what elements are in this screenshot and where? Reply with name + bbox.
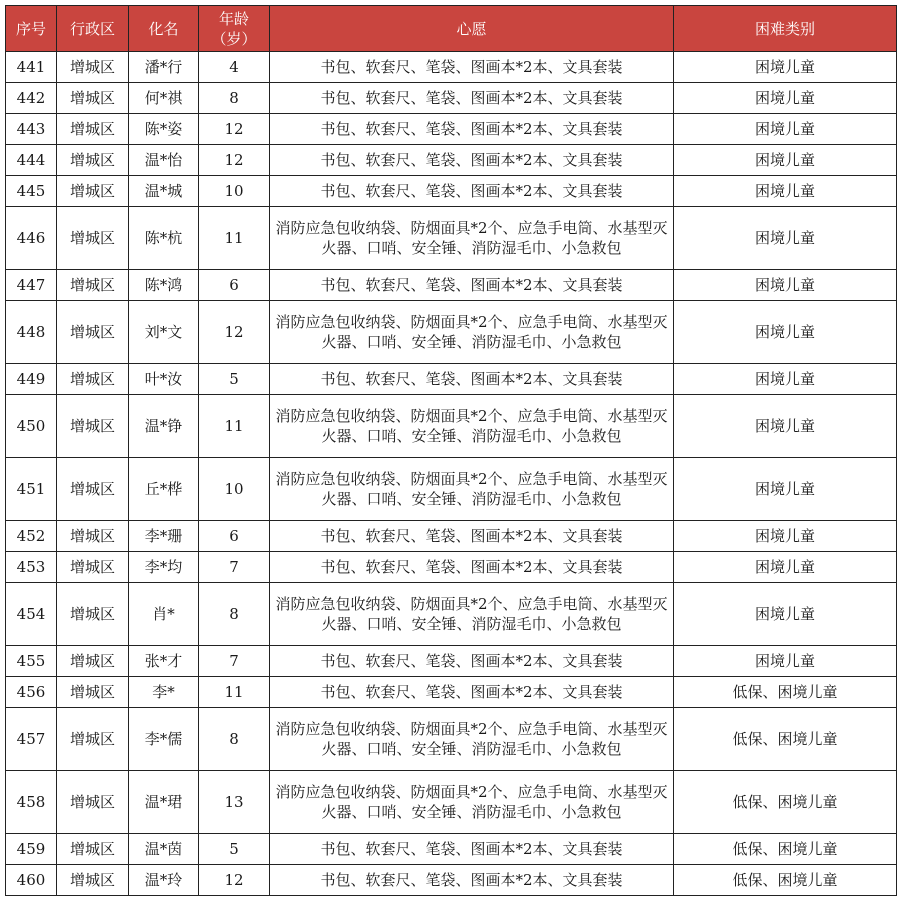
cell-wish: 书包、软套尺、笔袋、图画本*2本、文具套装 (270, 646, 674, 677)
table-row (6, 145, 897, 176)
cell-category: 困境儿童 (674, 270, 897, 301)
header-age-line1: 年龄 (218, 9, 249, 28)
cell-age: 8 (199, 708, 270, 771)
cell-wish: 书包、软套尺、笔袋、图画本*2本、文具套装 (270, 114, 674, 145)
cell-name: 温*茵 (129, 834, 199, 865)
cell-age: 6 (199, 521, 270, 552)
cell-category: 困境儿童 (674, 395, 897, 458)
cell-district: 增城区 (57, 270, 129, 301)
cell-name: 何*祺 (129, 83, 199, 114)
table-row (6, 52, 897, 83)
cell-district: 增城区 (57, 708, 129, 771)
cell-category: 困境儿童 (674, 207, 897, 270)
table-row (6, 677, 897, 708)
cell-category: 困境儿童 (674, 552, 897, 583)
cell-name: 李*珊 (129, 521, 199, 552)
cell-wish: 书包、软套尺、笔袋、图画本*2本、文具套装 (270, 364, 674, 395)
cell-seq: 455 (6, 646, 57, 677)
table-row (6, 552, 897, 583)
cell-wish: 书包、软套尺、笔袋、图画本*2本、文具套装 (270, 176, 674, 207)
cell-category: 困境儿童 (674, 458, 897, 521)
cell-seq: 443 (6, 114, 57, 145)
cell-age: 8 (199, 83, 270, 114)
cell-name: 陈*鸿 (129, 270, 199, 301)
table-row (6, 114, 897, 145)
cell-wish: 书包、软套尺、笔袋、图画本*2本、文具套装 (270, 677, 674, 708)
cell-category: 困境儿童 (674, 646, 897, 677)
cell-seq: 445 (6, 176, 57, 207)
cell-wish: 消防应急包收纳袋、防烟面具*2个、应急手电筒、水基型灭火器、口哨、安全锤、消防湿毛巾、小急救包 (270, 395, 674, 458)
cell-district: 增城区 (57, 301, 129, 364)
cell-age: 7 (199, 552, 270, 583)
cell-name: 李* (129, 677, 199, 708)
cell-category: 低保、困境儿童 (674, 771, 897, 834)
cell-district: 增城区 (57, 83, 129, 114)
cell-wish: 书包、软套尺、笔袋、图画本*2本、文具套装 (270, 521, 674, 552)
cell-name: 潘*行 (129, 52, 199, 83)
cell-name: 陈*杭 (129, 207, 199, 270)
header-district: 行政区 (57, 6, 129, 52)
cell-age: 12 (199, 145, 270, 176)
cell-seq: 459 (6, 834, 57, 865)
cell-name: 温*玲 (129, 865, 199, 896)
cell-wish: 书包、软套尺、笔袋、图画本*2本、文具套装 (270, 145, 674, 176)
table-row (6, 834, 897, 865)
cell-district: 增城区 (57, 646, 129, 677)
header-age-line2: （岁） (211, 29, 257, 48)
cell-district: 增城区 (57, 145, 129, 176)
cell-category: 困境儿童 (674, 176, 897, 207)
cell-name: 温*城 (129, 176, 199, 207)
cell-age: 12 (199, 114, 270, 145)
cell-wish: 消防应急包收纳袋、防烟面具*2个、应急手电筒、水基型灭火器、口哨、安全锤、消防湿毛巾、小急救包 (270, 583, 674, 646)
cell-seq: 456 (6, 677, 57, 708)
cell-age: 10 (199, 458, 270, 521)
cell-seq: 448 (6, 301, 57, 364)
table-row (6, 708, 897, 771)
cell-name: 叶*汝 (129, 364, 199, 395)
cell-seq: 446 (6, 207, 57, 270)
table-row (6, 865, 897, 896)
table-row (6, 207, 897, 270)
cell-age: 11 (199, 207, 270, 270)
cell-wish: 书包、软套尺、笔袋、图画本*2本、文具套装 (270, 83, 674, 114)
cell-age: 6 (199, 270, 270, 301)
cell-category: 困境儿童 (674, 583, 897, 646)
header-category: 困难类别 (674, 6, 897, 52)
cell-category: 困境儿童 (674, 114, 897, 145)
table-row (6, 458, 897, 521)
cell-name: 温*怡 (129, 145, 199, 176)
table-row (6, 771, 897, 834)
cell-wish: 书包、软套尺、笔袋、图画本*2本、文具套装 (270, 270, 674, 301)
header-wish: 心愿 (270, 6, 674, 52)
cell-name: 温*珺 (129, 771, 199, 834)
cell-seq: 451 (6, 458, 57, 521)
cell-district: 增城区 (57, 771, 129, 834)
cell-name: 陈*姿 (129, 114, 199, 145)
cell-seq: 441 (6, 52, 57, 83)
cell-category: 困境儿童 (674, 364, 897, 395)
cell-name: 刘*文 (129, 301, 199, 364)
table-row (6, 364, 897, 395)
cell-seq: 442 (6, 83, 57, 114)
cell-age: 7 (199, 646, 270, 677)
cell-category: 困境儿童 (674, 145, 897, 176)
wish-list-table (5, 5, 897, 896)
cell-category: 低保、困境儿童 (674, 834, 897, 865)
cell-category: 低保、困境儿童 (674, 677, 897, 708)
cell-name: 张*才 (129, 646, 199, 677)
cell-seq: 450 (6, 395, 57, 458)
cell-wish: 书包、软套尺、笔袋、图画本*2本、文具套装 (270, 834, 674, 865)
cell-category: 困境儿童 (674, 83, 897, 114)
cell-wish: 书包、软套尺、笔袋、图画本*2本、文具套装 (270, 552, 674, 583)
cell-wish: 消防应急包收纳袋、防烟面具*2个、应急手电筒、水基型灭火器、口哨、安全锤、消防湿毛巾、小急救包 (270, 301, 674, 364)
cell-age: 4 (199, 52, 270, 83)
cell-age: 11 (199, 395, 270, 458)
cell-age: 12 (199, 865, 270, 896)
cell-category: 低保、困境儿童 (674, 865, 897, 896)
cell-name: 温*铮 (129, 395, 199, 458)
cell-seq: 458 (6, 771, 57, 834)
cell-district: 增城区 (57, 114, 129, 145)
cell-age: 5 (199, 834, 270, 865)
cell-seq: 457 (6, 708, 57, 771)
cell-category: 低保、困境儿童 (674, 708, 897, 771)
cell-age: 11 (199, 677, 270, 708)
table-row (6, 395, 897, 458)
cell-seq: 449 (6, 364, 57, 395)
cell-name: 肖* (129, 583, 199, 646)
cell-name: 李*均 (129, 552, 199, 583)
cell-category: 困境儿童 (674, 521, 897, 552)
cell-category: 困境儿童 (674, 52, 897, 83)
header-age (199, 6, 270, 52)
cell-age: 8 (199, 583, 270, 646)
cell-wish: 消防应急包收纳袋、防烟面具*2个、应急手电筒、水基型灭火器、口哨、安全锤、消防湿毛巾、小急救包 (270, 458, 674, 521)
table-row (6, 83, 897, 114)
table-row (6, 176, 897, 207)
cell-seq: 453 (6, 552, 57, 583)
table-body (6, 52, 897, 896)
cell-wish: 书包、软套尺、笔袋、图画本*2本、文具套装 (270, 52, 674, 83)
cell-seq: 447 (6, 270, 57, 301)
cell-district: 增城区 (57, 207, 129, 270)
cell-age: 5 (199, 364, 270, 395)
cell-district: 增城区 (57, 521, 129, 552)
header-seq: 序号 (6, 6, 57, 52)
table-row (6, 521, 897, 552)
cell-age: 10 (199, 176, 270, 207)
table-row (6, 301, 897, 364)
cell-seq: 452 (6, 521, 57, 552)
cell-wish: 消防应急包收纳袋、防烟面具*2个、应急手电筒、水基型灭火器、口哨、安全锤、消防湿毛巾、小急救包 (270, 708, 674, 771)
cell-wish: 消防应急包收纳袋、防烟面具*2个、应急手电筒、水基型灭火器、口哨、安全锤、消防湿毛巾、小急救包 (270, 771, 674, 834)
cell-district: 增城区 (57, 458, 129, 521)
cell-seq: 444 (6, 145, 57, 176)
header-name: 化名 (129, 6, 199, 52)
cell-category: 困境儿童 (674, 301, 897, 364)
cell-age: 13 (199, 771, 270, 834)
cell-district: 增城区 (57, 52, 129, 83)
cell-seq: 454 (6, 583, 57, 646)
cell-age: 12 (199, 301, 270, 364)
cell-wish: 书包、软套尺、笔袋、图画本*2本、文具套装 (270, 865, 674, 896)
cell-district: 增城区 (57, 865, 129, 896)
cell-district: 增城区 (57, 176, 129, 207)
cell-name: 丘*桦 (129, 458, 199, 521)
table-row (6, 583, 897, 646)
cell-district: 增城区 (57, 395, 129, 458)
table-row (6, 270, 897, 301)
cell-district: 增城区 (57, 834, 129, 865)
header-row (6, 6, 897, 52)
cell-district: 增城区 (57, 677, 129, 708)
cell-district: 增城区 (57, 552, 129, 583)
cell-district: 增城区 (57, 364, 129, 395)
cell-wish: 消防应急包收纳袋、防烟面具*2个、应急手电筒、水基型灭火器、口哨、安全锤、消防湿毛巾、小急救包 (270, 207, 674, 270)
table-row (6, 646, 897, 677)
cell-name: 李*儒 (129, 708, 199, 771)
cell-seq: 460 (6, 865, 57, 896)
cell-district: 增城区 (57, 583, 129, 646)
